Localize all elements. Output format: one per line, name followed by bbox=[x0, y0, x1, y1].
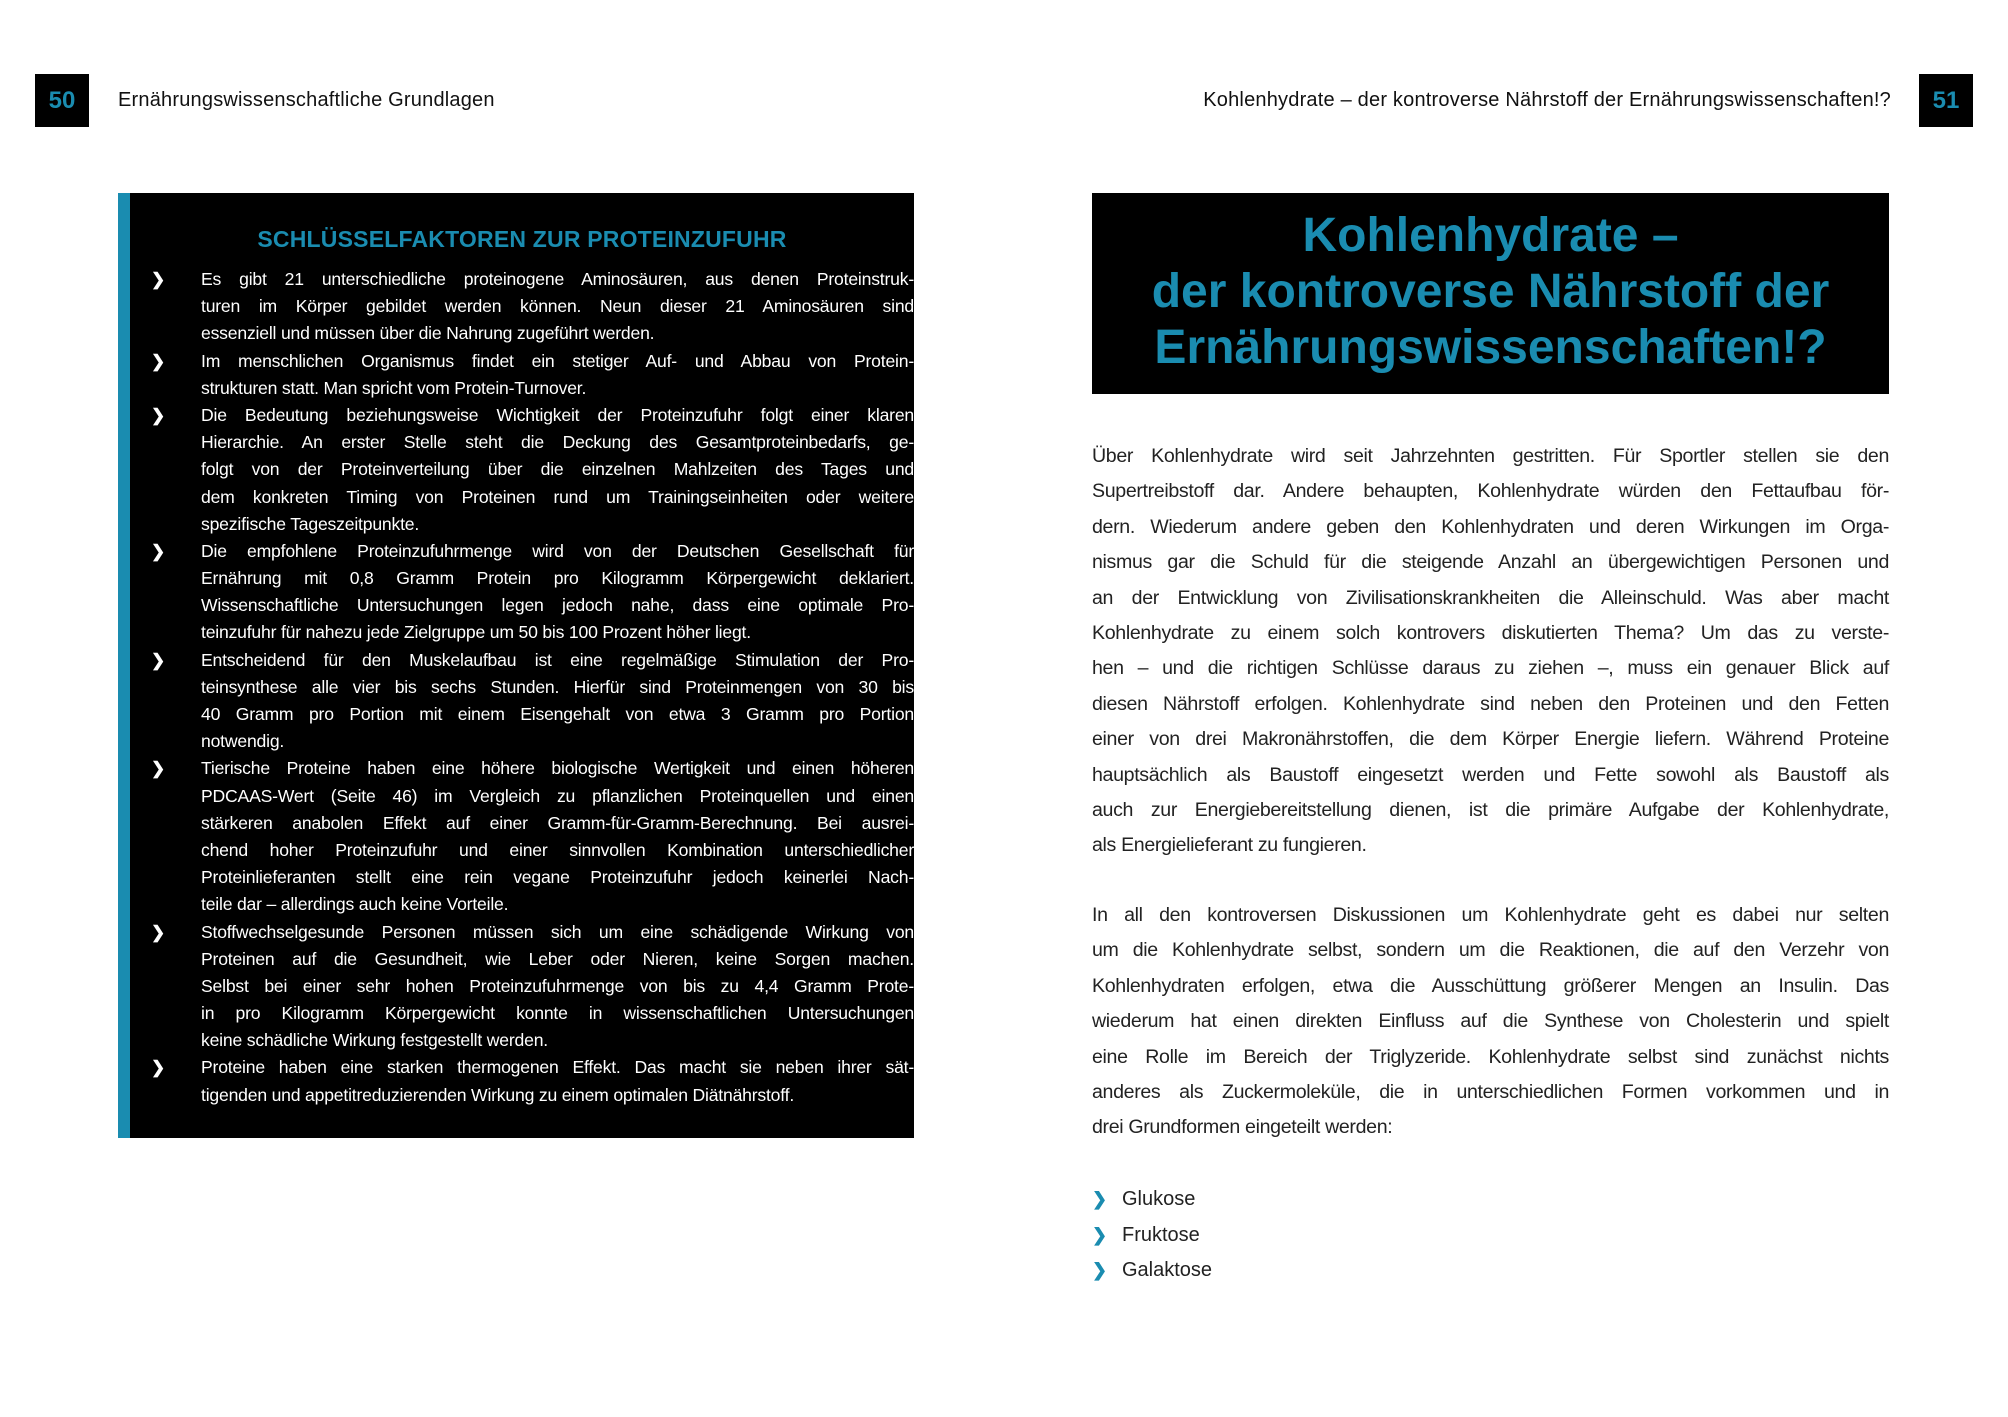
accent-stripe bbox=[118, 193, 130, 1138]
list-item-line: teinzufuhr für nahezu jede Zielgruppe um 50 bis 100 Prozent höher liegt. bbox=[201, 622, 751, 643]
list-item-label: Galaktose bbox=[1122, 1259, 1213, 1281]
body-line: auch zur Energiebereitstellung dienen, ist die primäre Aufgabe der Kohlenhydrate, bbox=[1092, 798, 1889, 821]
list-item-line: Stoffwechselgesunde Personen müssen sich um eine schädigende Wirkung von bbox=[201, 921, 914, 942]
page-number-left: 50 bbox=[35, 74, 89, 127]
body-line: drei Grundformen eingeteilt werden: bbox=[1092, 1116, 1393, 1139]
chevron-right-icon: ❯ bbox=[151, 270, 166, 289]
chevron-right-icon: ❯ bbox=[151, 759, 166, 779]
body-line: als Energielieferant zu fungieren. bbox=[1092, 834, 1367, 857]
list-item bbox=[151, 402, 998, 538]
body-line: In all den kontroversen Diskussionen um Kohlenhydrate geht es dabei nur selten bbox=[1092, 904, 1889, 926]
body-line: Über Kohlenhydrate wird seit Jahrzehnten gestritten. Für Sportler stellen sie den bbox=[1092, 445, 1889, 467]
list-item-line: Es gibt 21 unterschiedliche proteinogene Aminosäuren, aus denen Proteinstruk- bbox=[201, 269, 914, 289]
list-item bbox=[151, 348, 998, 402]
list-item-line: PDCAAS-Wert (Seite 46) im Vergleich zu pflanzlichen Proteinquellen und einen bbox=[201, 785, 914, 806]
body-line: eine Rolle im Bereich der Triglyzeride. Kohlenhydrate selbst sind zunächst nichts bbox=[1092, 1045, 1889, 1068]
list-item-line: turen im Körper gebildet werden können. Neun dieser 21 Aminosäuren sind bbox=[201, 296, 914, 317]
list-item-line: 40 Gramm pro Portion mit einem Eisengehalt von etwa 3 Gramm pro Portion bbox=[201, 704, 914, 724]
list-item bbox=[151, 647, 998, 756]
box-heading: SCHLÜSSELFAKTOREN ZUR PROTEINZUFUHR bbox=[257, 226, 787, 252]
chapter-title bbox=[1092, 208, 1889, 376]
chapter-title-line: der kontroverse Nährstoff der bbox=[1151, 265, 1830, 318]
list-item-line: strukturen statt. Man spricht vom Protein-Turnover. bbox=[201, 377, 587, 398]
list-item bbox=[151, 266, 998, 348]
list-item-line: Die Bedeutung beziehungsweise Wichtigkeit der Proteinzufuhr folgt einer klaren bbox=[201, 404, 914, 425]
body-line: wiederum hat einen direkten Einfluss auf die Synthese von Cholesterin und spielt bbox=[1092, 1010, 1889, 1033]
list-item-line: Selbst bei einer sehr hohen Proteinzufuhrmenge von bis zu 4,4 Gramm Prote- bbox=[201, 975, 914, 996]
list-item-line: stärkeren anabolen Effekt auf einer Gramm-für-Gramm-Berechnung. Bei ausrei- bbox=[201, 812, 914, 833]
list-item bbox=[151, 919, 998, 1055]
body-line: um die Kohlenhydrate selbst, sondern um die Reaktionen, die auf den Verzehr von bbox=[1092, 939, 1889, 962]
list-item bbox=[1092, 1182, 1212, 1218]
list-item-line: folgt von der Proteinverteilung über die einzelnen Mahlzeiten des Tages und bbox=[201, 459, 914, 480]
chevron-right-icon: ❯ bbox=[151, 351, 166, 371]
list-item bbox=[1092, 1218, 1212, 1254]
list-item-line: essenziell und müssen über die Nahrung zugeführt werden. bbox=[201, 323, 655, 344]
list-item-line: teinsynthese alle vier bis sechs Stunden. Hierfür sind Proteinmengen von 30 bis bbox=[201, 676, 914, 697]
chapter-title-box bbox=[1092, 193, 1889, 394]
list-item-line: spezifische Tageszeitpunkte. bbox=[201, 513, 420, 534]
running-head-right: Kohlenhydrate – der kontroverse Nährstoff der Ernährungswissenschaften!? bbox=[1203, 89, 1891, 111]
body-line: Kohlenhydrate zu einem solch kontrovers diskutierten Thema? Um das zu verste- bbox=[1092, 621, 1889, 644]
running-head-left: Ernährungswissenschaftliche Grundlagen bbox=[118, 89, 495, 111]
page-number-right: 51 bbox=[1919, 74, 1973, 127]
body-line: dern. Wiederum andere geben den Kohlenhydraten und deren Wirkungen im Orga- bbox=[1092, 515, 1889, 538]
list-item-line: notwendig. bbox=[201, 731, 285, 752]
chevron-right-icon: ❯ bbox=[1092, 1260, 1108, 1280]
list-item-line: Die empfohlene Proteinzufuhrmenge wird von der Deutschen Gesellschaft für bbox=[201, 540, 914, 561]
body-line: Kohlenhydraten erfolgen, etwa die Ausschüttung größerer Mengen an Insulin. Das bbox=[1092, 974, 1889, 997]
body-line: anderes als Zuckermoleküle, die in unterschiedlichen Formen vorkommen und in bbox=[1092, 1080, 1889, 1103]
chevron-right-icon: ❯ bbox=[1092, 1224, 1108, 1245]
chevron-right-icon: ❯ bbox=[151, 541, 166, 561]
list-item-line: keine schädliche Wirkung festgestellt werden. bbox=[201, 1030, 548, 1051]
list-item-line: Hierarchie. An erster Stelle steht die Deckung des Gesamtproteinbedarfs, ge- bbox=[201, 432, 914, 453]
list-item-line: Proteine haben eine starken thermogenen Effekt. Das macht sie neben ihrer sät- bbox=[201, 1057, 914, 1078]
list-item-line: dem konkreten Timing von Proteinen rund um Trainingseinheiten oder weitere bbox=[201, 486, 914, 507]
list-item-line: Im menschlichen Organismus findet ein stetiger Auf- und Abbau von Protein- bbox=[201, 350, 914, 371]
list-item-line: Wissenschaftliche Untersuchungen legen jedoch nahe, dass eine optimale Pro- bbox=[201, 595, 914, 616]
body-paragraph bbox=[1092, 898, 1889, 1146]
list-item-line: teile dar – allerdings auch keine Vorteile. bbox=[201, 894, 509, 915]
body-line: diesen Nährstoff erfolgen. Kohlenhydrate sind neben den Proteinen und den Fetten bbox=[1092, 692, 1889, 715]
list-item-line: Proteinlieferanten stellt eine rein vegane Proteinzufuhr jedoch keinerlei Nach- bbox=[201, 867, 914, 888]
list-item-line: in pro Kilogramm Körpergewicht konnte in wissenschaftlichen Untersuchungen bbox=[201, 1003, 914, 1024]
body-line: hauptsächlich als Baustoff eingesetzt werden und Fette sowohl als Baustoff als bbox=[1092, 763, 1889, 786]
body-line: hen – und die richtigen Schlüsse daraus zu ziehen –, muss ein genauer Blick auf bbox=[1092, 657, 1889, 680]
chevron-right-icon: ❯ bbox=[151, 650, 166, 670]
list-item-line: Tierische Proteine haben eine höhere biologische Wertigkeit und einen höheren bbox=[201, 758, 914, 779]
list-item-line: Entscheidend für den Muskelaufbau ist eine regelmäßige Stimulation der Pro- bbox=[201, 649, 914, 670]
chapter-title-line: Kohlenhydrate – bbox=[1302, 209, 1679, 262]
list-item-label: Glukose bbox=[1122, 1188, 1196, 1210]
list-item-line: chend hoher Proteinzufuhr und einer sinnvollen Kombination unterschiedlicher bbox=[201, 839, 914, 860]
chevron-right-icon: ❯ bbox=[151, 922, 166, 942]
sugar-list bbox=[1092, 1182, 1212, 1289]
chevron-right-icon: ❯ bbox=[151, 1058, 166, 1078]
list-item bbox=[1092, 1253, 1212, 1289]
list-item-line: tigenden und appetitreduzierenden Wirkung zu einem optimalen Diätnährstoff. bbox=[201, 1084, 795, 1105]
body-line: nismus gar die Schuld für die steigende Anzahl an übergewichtigen Personen und bbox=[1092, 551, 1889, 574]
body-line: einer von drei Makronährstoffen, die dem Körper Energie liefern. Während Proteine bbox=[1092, 728, 1889, 751]
list-item-line: Ernährung mit 0,8 Gramm Protein pro Kilogramm Körpergewicht deklariert. bbox=[201, 568, 914, 589]
list-item-label: Fruktose bbox=[1122, 1223, 1200, 1246]
key-factors-box bbox=[118, 193, 914, 1138]
body-paragraph bbox=[1092, 439, 1889, 864]
body-line: an der Entwicklung von Zivilisationskrankheiten die Alleinschuld. Was aber macht bbox=[1092, 586, 1889, 609]
list-item bbox=[151, 538, 998, 647]
list-item bbox=[151, 1054, 998, 1108]
list-item bbox=[151, 755, 998, 918]
chevron-right-icon: ❯ bbox=[1092, 1189, 1108, 1209]
body-line: Supertreibstoff dar. Andere behaupten, Kohlenhydrate würden den Fettaufbau för- bbox=[1092, 480, 1889, 503]
list-item-line: Proteinen auf die Gesundheit, wie Leber oder Nieren, keine Sorgen machen. bbox=[201, 948, 914, 969]
chevron-right-icon: ❯ bbox=[151, 405, 166, 425]
key-factors-list bbox=[151, 266, 998, 1109]
chapter-title-line: Ernährungswissenschaften!? bbox=[1154, 321, 1827, 374]
